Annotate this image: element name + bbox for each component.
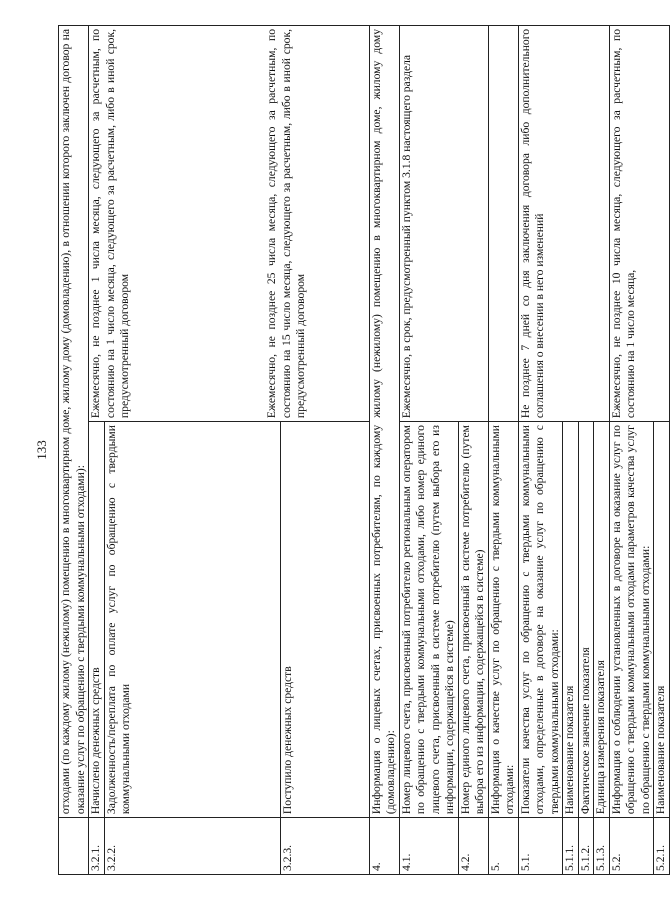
- item-description: Показатели качества услуг по обращению с твердыми коммунальными отходами, определенные в договоре на оказание услуг по обращению с твердыми коммунальными отходами:: [518, 422, 563, 818]
- item-description: отходами (по каждому жилому (нежилому) помещению в многоквартирном доме, жилому дому (домовладению), в отношении которого заключен договор на оказание услуг по обращению с твердыми коммунальными отходами):: [59, 26, 89, 818]
- table-row: [488, 26, 518, 875]
- item-description: Информация о лицевых счетах, присвоенных потребителям, по каждому жилому (нежилому) помещению в многоквартирном доме, жилому дому (домовладению):: [369, 26, 399, 818]
- item-number: 3.2.2.: [104, 818, 280, 875]
- item-description: Фактическое значение показателя: [578, 422, 594, 818]
- item-number: 5.1.3.: [594, 818, 610, 875]
- table-row: [399, 26, 458, 875]
- item-frequency: Ежемесячно, не позднее 1 числа месяца, следующего за расчетным, по состоянию на 1 число месяца, следующего за расчетным, либо в иной срок, предусмотренный договором: [89, 29, 131, 419]
- table-row: [59, 26, 89, 875]
- item-description: Информация о качестве услуг по обращению с твердыми коммунальными отходами:: [488, 422, 518, 818]
- table-row: [369, 26, 399, 875]
- rotated-table-container: [58, 25, 667, 875]
- item-frequency: Не позднее 7 дней со дня заключения договора либо дополнительного соглашения о внесении в него изменений: [518, 26, 609, 422]
- item-frequency-empty: [488, 26, 518, 422]
- item-description: Наименование показателя: [654, 422, 670, 818]
- item-description: Единица измерения показателя: [594, 422, 610, 818]
- item-description: Номер лицевого счета, присвоенный потребителю региональным оператором по обращению с твердыми коммунальными отходами, либо номер единого лицевого счета, присвоенный в системе потребителю (путем выбора его из информации, содержащейся в системе): [399, 422, 458, 818]
- item-description: Задолженность/переплата по оплате услуг по обращению с твердыми коммунальными отходами: [104, 422, 280, 818]
- item-frequency: Ежемесячно, в срок, предусмотренный пунктом 3.1.8 настоящего раздела: [399, 26, 488, 422]
- disclosure-table: [58, 25, 670, 875]
- item-number: 5.1.2.: [578, 818, 594, 875]
- item-description: Номер единого лицевого счета, присвоенный в системе потребителю (путем выбора его из информации, содержащейся в системе): [458, 422, 488, 818]
- item-description: Наименование показателя: [563, 422, 579, 818]
- item-number: 5.: [488, 818, 518, 875]
- item-frequency: Ежемесячно, не позднее 10 числа месяца, следующего за расчетным, по состоянию на 1 число месяца,: [609, 26, 669, 422]
- item-number: 5.2.1.: [654, 818, 670, 875]
- item-number: 3.2.3.: [280, 818, 369, 875]
- item-number: 4.: [369, 818, 399, 875]
- table-row: [89, 26, 105, 875]
- item-number: 4.1.: [399, 818, 458, 875]
- item-description: Начислено денежных средств: [89, 422, 105, 818]
- table-row: [609, 26, 654, 875]
- item-number: 5.1.1.: [563, 818, 579, 875]
- item-number: 4.2.: [458, 818, 488, 875]
- item-number: 5.1.: [518, 818, 563, 875]
- page-number: 133: [34, 440, 49, 460]
- item-frequency-cell: [89, 26, 370, 422]
- item-number: 3.2.1.: [89, 818, 105, 875]
- table-row: [518, 26, 563, 875]
- item-description: Информация о соблюдении установленных в договоре на оказание услуг по обращению с твердыми коммунальными отходами параметров качества услуг по обращению с твердыми коммунальными отходами:: [609, 422, 654, 818]
- item-number: 5.2.: [609, 818, 654, 875]
- item-description: Поступило денежных средств: [280, 422, 369, 818]
- item-frequency: Ежемесячно, не позднее 25 числа месяца, следующего за расчетным, по состоянию на 15 число месяца, следующего за расчетным, либо в иной срок, предусмотренный договором: [265, 29, 307, 419]
- item-number: [59, 818, 89, 875]
